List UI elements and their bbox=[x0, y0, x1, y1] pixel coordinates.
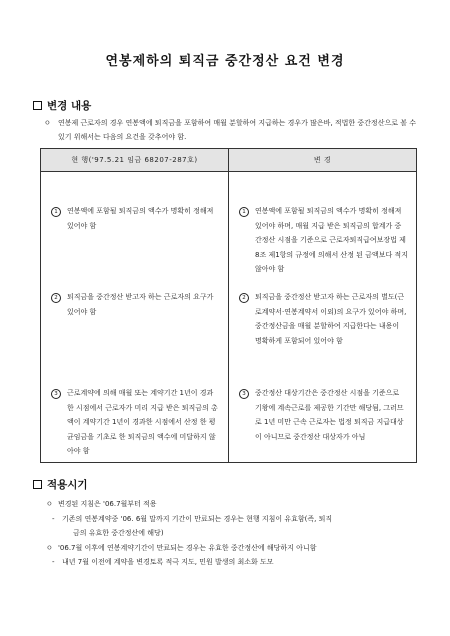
table-cell bbox=[41, 172, 229, 291]
table-row bbox=[41, 290, 417, 378]
cell-text: 퇴직금을 중간정산 받고자 하는 근로자의 별도(근로계약서·연봉계약서 이외)의 요구가 있어야 하며, 중간정산금을 매월 분할하여 지급한다는 내용이 명확하게 포함되어 있어야 함 bbox=[255, 293, 407, 345]
list-item bbox=[46, 497, 426, 512]
circled-number-icon: 3 bbox=[239, 389, 249, 399]
page-title: 연봉제하의 퇴직금 중간정산 요건 변경 bbox=[105, 54, 345, 69]
cell-text: 연봉액에 포함될 퇴직금의 액수가 명확히 정해져 있어야 하며, 매월 지급 받은 퇴직금의 합계가 중간정산 시점을 기준으로 근로자퇴직급여보장법 제8조 제1항의 규정에 의해서 산정 된 금액보다 적지 않아야 함 bbox=[255, 207, 408, 273]
circled-number-icon: 2 bbox=[51, 293, 61, 303]
dash-bullet-icon: - bbox=[52, 514, 55, 523]
table-header-changed: 변 경 bbox=[229, 149, 417, 172]
section-heading-label: 적용시기 bbox=[47, 479, 88, 491]
list-item-continuation: 금의 유효한 중간정산에 해당) bbox=[73, 529, 164, 537]
square-bullet-icon bbox=[33, 101, 42, 110]
cell-text: 연봉액에 포함될 퇴직금의 액수가 명확히 정해져 있어야 함 bbox=[67, 207, 214, 230]
square-bullet-icon bbox=[33, 480, 42, 489]
table-cell bbox=[229, 378, 417, 463]
circled-number-icon: 2 bbox=[239, 293, 249, 303]
list-item bbox=[46, 512, 426, 527]
section-heading-label: 변경 내용 bbox=[47, 100, 92, 112]
effective-date-list bbox=[46, 497, 426, 570]
comparison-table bbox=[40, 148, 417, 463]
intro-text: 연봉제 근로자의 경우 연봉액에 퇴직금을 포함하여 매월 분할하여 지급하는 경우가 많은바, 적법한 중간정산으로 볼 수 있기 위해서는 다음의 요건을 갖추어야 함. bbox=[58, 119, 416, 141]
cell-text: 퇴직금을 중간정산 받고자 하는 근로자의 요구가 있어야 함 bbox=[67, 293, 214, 316]
list-item bbox=[46, 555, 426, 570]
list-item-text: '06.7월 이후에 연봉계약기간이 만료되는 경우는 유효한 중간정산에 해당하지 아니함 bbox=[58, 543, 317, 552]
table-header-current: 현 행('97.5.21 임금 68207-287호) bbox=[41, 149, 229, 172]
table-cell bbox=[41, 378, 229, 463]
circled-number-icon: 1 bbox=[239, 207, 249, 217]
table-row bbox=[41, 378, 417, 463]
table-cell bbox=[41, 290, 229, 378]
list-item bbox=[46, 541, 426, 556]
section-heading-effective-date bbox=[33, 477, 88, 492]
list-item-text: 기존의 연봉계약중 '06. 6월 말까지 기간이 만료되는 경우는 현행 지침이 유효함(즉, 퇴직 bbox=[62, 514, 333, 523]
circled-number-icon: 1 bbox=[51, 207, 61, 217]
cell-text: 근로계약에 의해 매월 또는 계약기간 1년이 경과한 시점에서 근로자가 미리 지급 받은 퇴직금의 총액이 계약기간 1년이 경과한 시점에서 산정 한 평균임금을 기초로 한 퇴직금의 액수에 미달하지 않아야 함 bbox=[67, 389, 218, 455]
list-item-text: 내년 7월 이전에 계약을 변경토록 적극 지도, 민원 발생의 최소화 도모 bbox=[62, 558, 274, 566]
circle-bullet-icon: ㅇ bbox=[44, 119, 51, 127]
table-cell bbox=[229, 172, 417, 291]
intro-paragraph bbox=[44, 116, 416, 144]
table-row bbox=[41, 172, 417, 291]
section-heading-changes bbox=[33, 98, 91, 113]
circled-number-icon: 3 bbox=[51, 389, 61, 399]
table-cell bbox=[229, 290, 417, 378]
dash-bullet-icon: - bbox=[52, 558, 55, 566]
cell-text: 중간정산 대상기간은 중간정산 시점을 기준으로 기왕에 계속근로를 제공한 기간만 해당됨, 그러므로 1년 미만 근속 근로자는 법정 퇴직금 지급대상이 아니므로 중간정산 대상자가 아님 bbox=[255, 389, 404, 441]
circle-bullet-icon: ㅇ bbox=[46, 500, 53, 508]
list-item-text: 변경된 지침은 '06.7월부터 적용 bbox=[58, 500, 157, 508]
circle-bullet-icon: ㅇ bbox=[46, 543, 53, 552]
